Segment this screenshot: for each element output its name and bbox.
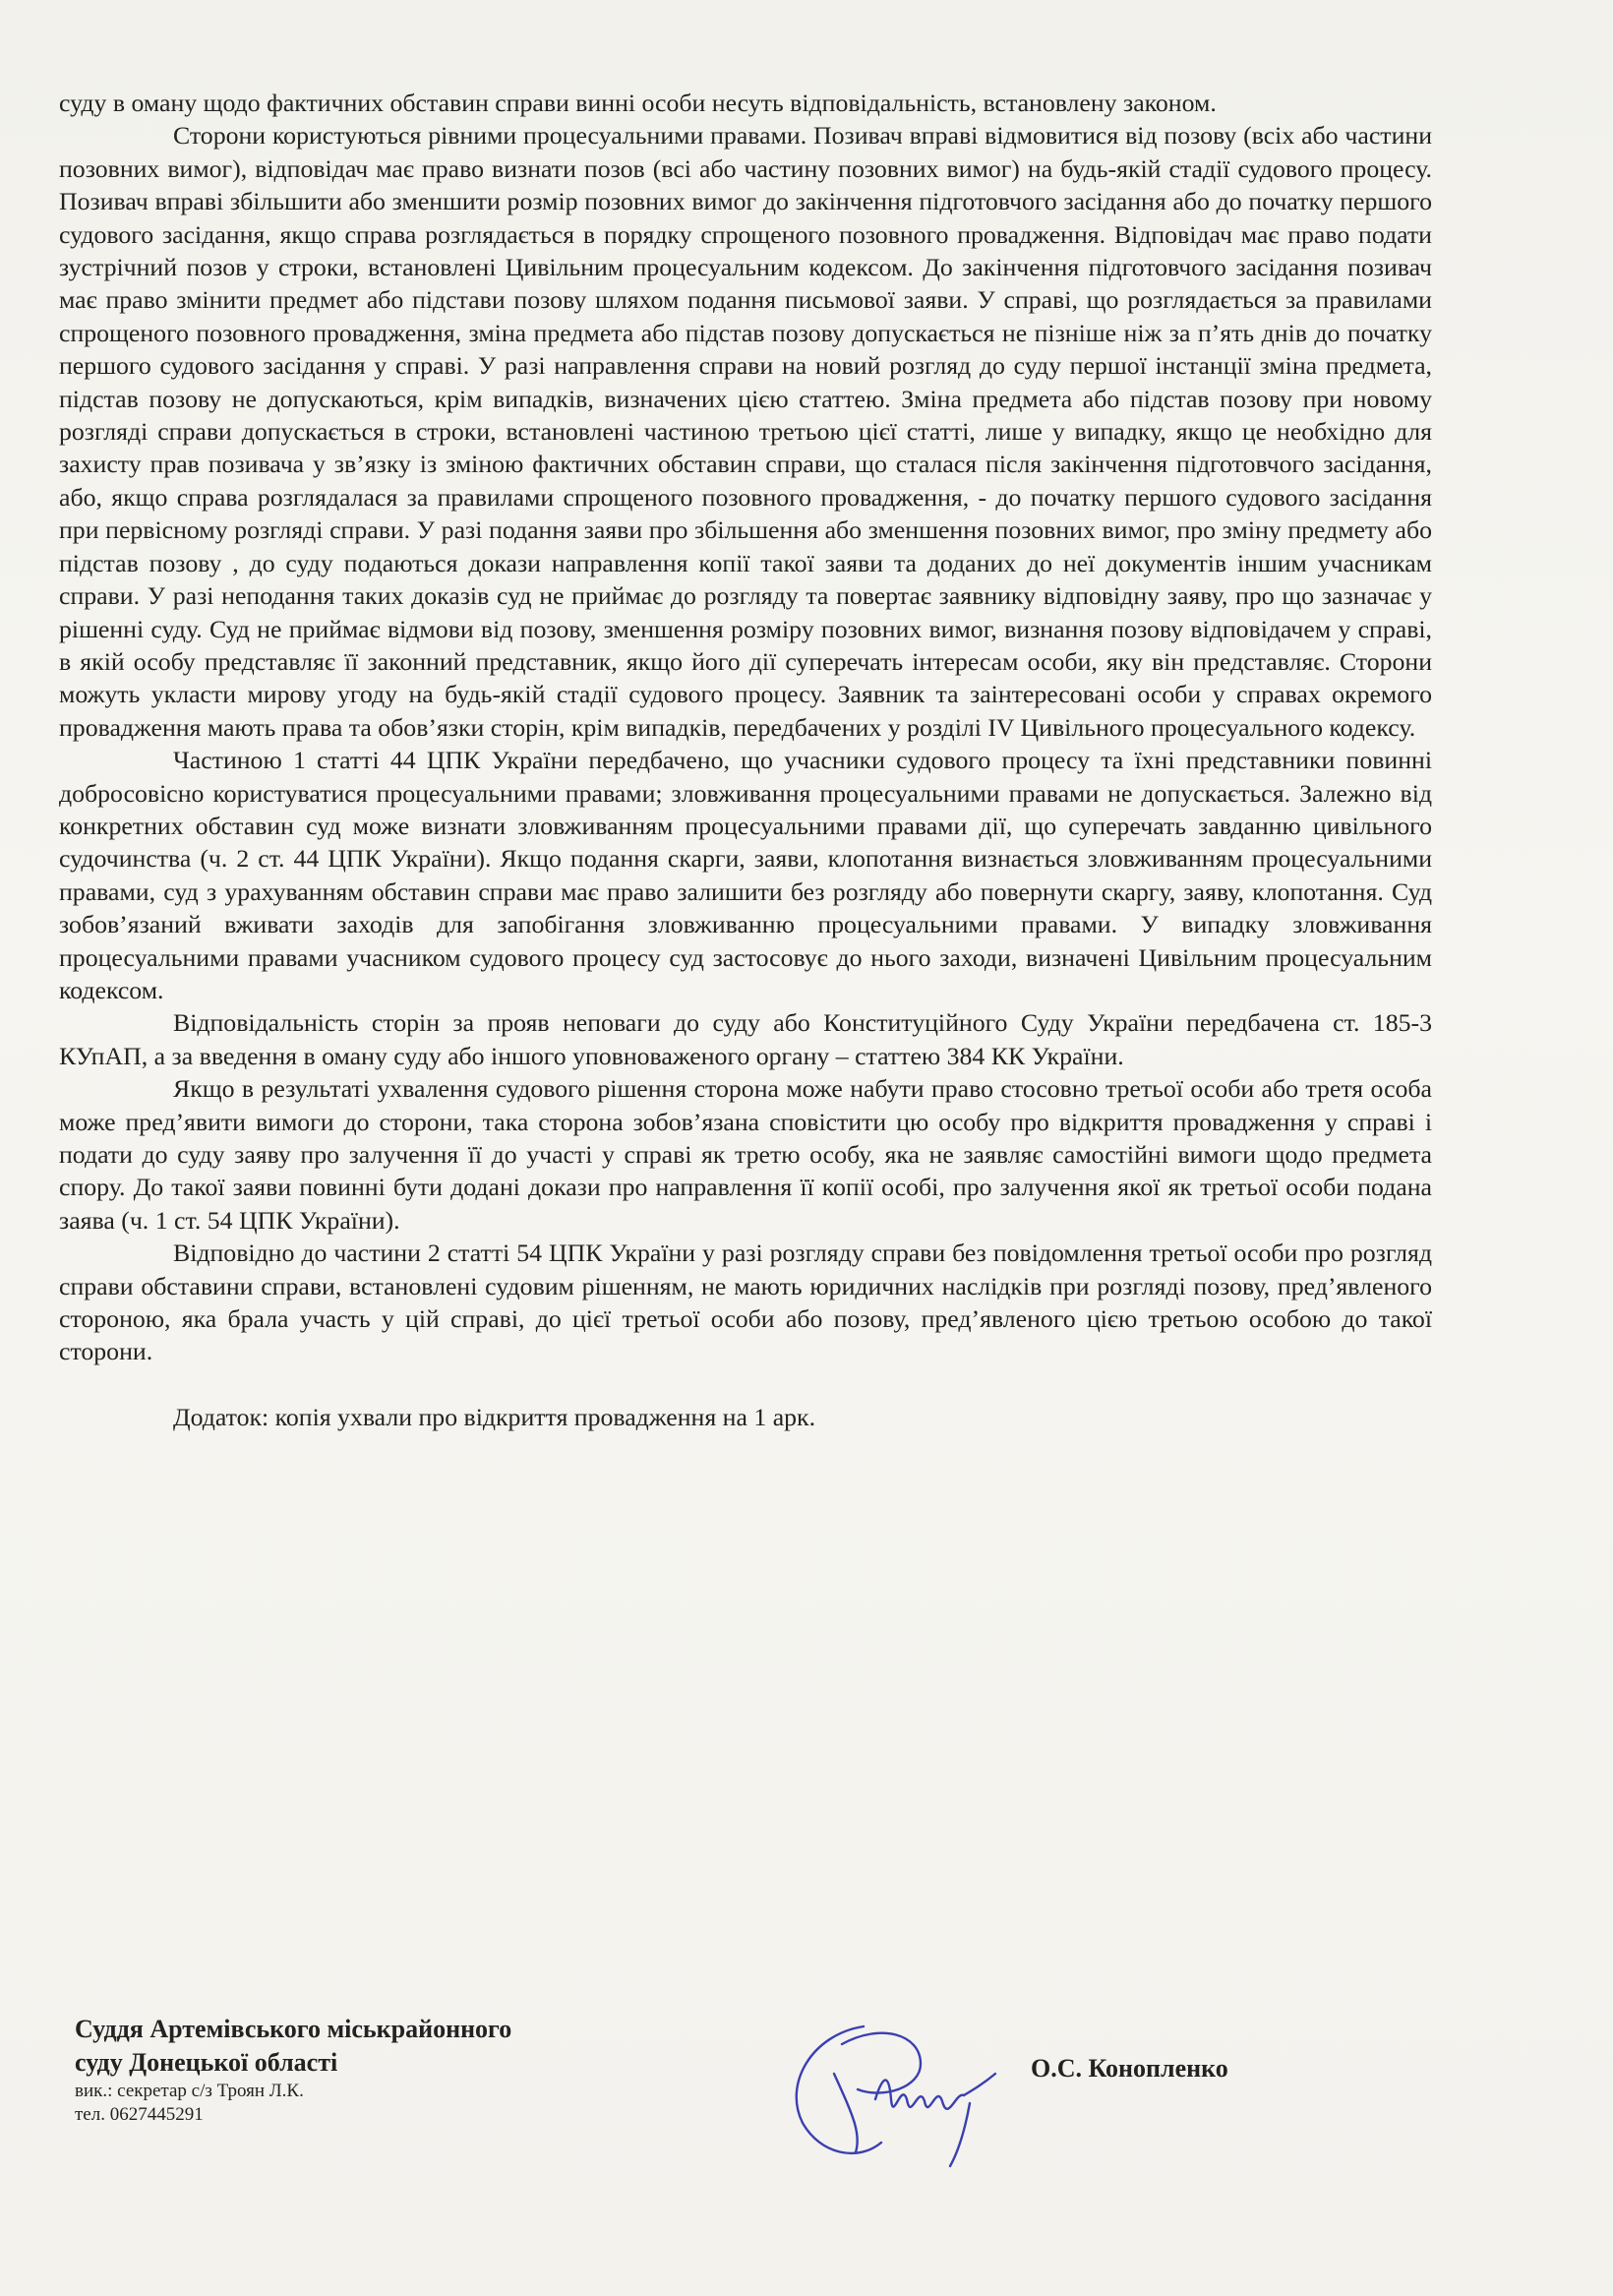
attachment-note: Додаток: копія ухвали про відкриття провадження на 1 арк. <box>173 1402 816 1431</box>
judge-title-line-1: Суддя Артемівського міськрайонного <box>75 2015 512 2043</box>
judge-name: О.С. Конопленко <box>1031 2054 1228 2083</box>
paragraph-party-rights: Сторони користуються рівними процесуальними правами. Позивач вправі відмовитися від позову (всіх або частини позовних вимог), відповідач має право визнати позов (всі або частину позовних вимог) на будь-якій стадії судового процесу. Позивач вправі збільшити або зменшити розмір позовних вимог до закінчення підготовчого засідання або до початку першого судового засідання, якщо справа розглядається в порядку спрощеного позовного провадження. Відповідач має право подати зустрічний позов у строки, встановлені Цивільним процесуальним кодексом. До закінчення підготовчого засідання позивач має право змінити предмет або підстави позову шляхом подання письмової заяви. У справі, що розглядається за правилами спрощеного позовного провадження, зміна предмета або підстав позову допускається не пізніше ніж за п’ять днів до початку першого судового засідання у справі. У разі направлення справи на новий розгляд до суду першої інстанції зміна предмета, підстав позову не допускаються, крім випадків, визначених цією статтею. Зміна предмета або підстав позову при новому розгляді справи допускається в строки, встановлені частиною третьою цієї статті, лише у випадку, якщо це необхідно для захисту прав позивача у зв’язку із зміною фактичних обставин справи, що сталася після закінчення підготовчого засідання, або, якщо справа розглядалася за правилами спрощеного позовного провадження, - до початку першого судового засідання при первісному розгляді справи. У разі подання заяви про збільшення або зменшення позовних вимог, про зміну предмету або підстав позову , до суду подаються докази направлення копії такої заяви та доданих до неї документів іншим учасникам справи. У разі неподання таких доказів суд не приймає до розгляду та повертає заявнику відповідну заяву, про що зазначає у рішенні суду. Суд не приймає відмови від позову, зменшення розміру позовних вимог, визнання позову відповідачем у справі, в якій особу представляє її законний представник, якщо його дії суперечать інтересам особи, яку він представляє. Сторони можуть укласти мирову угоду на будь-якій стадії судового процесу. Заявник та заінтересовані особи у справах окремого провадження мають права та обов’язки сторін, крім випадків, передбачених у розділі IV Цивільного процесуального кодексу. <box>59 121 1432 742</box>
paragraph-liability: Відповідальність сторін за прояв неповаги до суду або Конституційного Суду України передбачена ст. 185-3 КУпАП, а за введення в оману суду або іншого уповноваженого органу – статтею 384 КК України. <box>59 1008 1432 1070</box>
paragraph-abuse-of-rights: Частиною 1 статті 44 ЦПК України передбачено, що учасники судового процесу та їхні представники повинні добросовісно користуватися процесуальними правами; зловживання процесуальними правами не допускається. Залежно від конкретних обставин суд може визнати зловживанням процесуальними правами дії, що суперечать завданню цивільного судочинства (ч. 2 ст. 44 ЦПК України). Якщо подання скарги, заяви, клопотання визнається зловживанням процесуальними правами, суд з урахуванням обставин справи має право залишити без розгляду або повернути скаргу, заяву, клопотання. Суд зобов’язаний вживати заходів для запобігання зловживанню процесуальними правами. У випадку зловживання процесуальними правами учасником судового процесу суд застосовує до нього заходи, визначені Цивільним процесуальним кодексом. <box>59 746 1432 1004</box>
handwritten-signature <box>773 2005 1029 2172</box>
signature-block <box>75 2013 1412 2150</box>
judge-title-line-2: суду Донецької області <box>75 2048 338 2077</box>
phone-line: тел. 0627445291 <box>75 2104 204 2125</box>
paragraph-third-party: Якщо в результаті ухвалення судового рішення сторона може набути право стосовно третьої особи або третя особа може пред’явити вимоги до сторони, така сторона зобов’язана сповістити цю особу про відкриття провадження у справі і подати до суду заяву про залучення її до участі у справі як третю особу, яка не заявляє самостійні вимоги щодо предмета спору. До такої заяви повинні бути додані докази про направлення її копії особі, про залучення якої як третьої особи подана заява (ч. 1 ст. 54 ЦПК України). <box>59 1074 1432 1235</box>
paragraph-continuation: суду в оману щодо фактичних обставин справи винні особи несуть відповідальність, встановлену законом. <box>59 89 1217 117</box>
executor-line: вик.: секретар с/з Троян Л.К. <box>75 2081 304 2101</box>
document-body <box>59 87 1432 1433</box>
judge-title <box>75 2013 685 2080</box>
paragraph-third-party-notice: Відповідно до частини 2 статті 54 ЦПК України у разі розгляду справи без повідомлення третьої особи про розгляд справи обставини справи, встановлені судовим рішенням, не мають юридичних наслідків при розгляді позову, пред’явленого стороною, яка брала участь у цій справі, до цієї третьої особи або позову, пред’явленого цією третьою особою до такої сторони. <box>59 1239 1432 1366</box>
